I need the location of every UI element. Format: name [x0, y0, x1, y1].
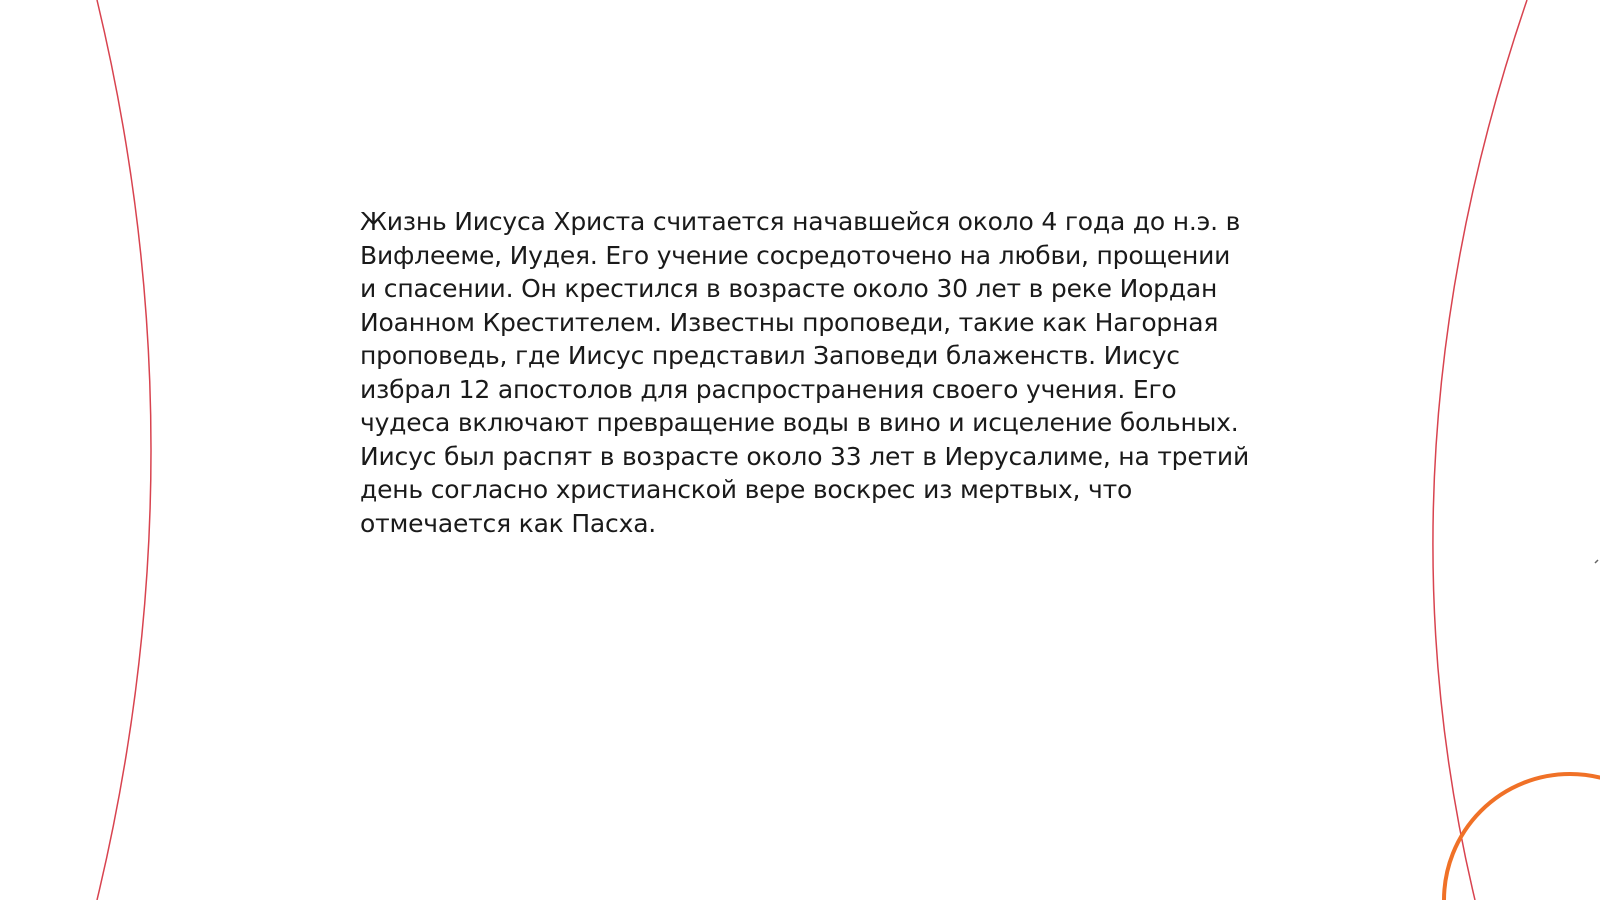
- small-arrow-mark: [1595, 560, 1598, 563]
- left-curve-line: [97, 0, 151, 900]
- slide-body-text: Жизнь Иисуса Христа считается начавшейся около 4 года до н.э. в Вифлееме, Иудея. Его учение сосредоточено на любви, прощении и спасении. Он крестился в возрасте около 30 лет в реке Иордан Иоанном Крестителем. Известны проповеди, такие как Нагорная проповедь, где Иисус представил Заповеди блаженств. Иисус избрал 12 апостолов для распространения своего учения. Его чудеса включают превращение воды в вино и исцеление больных. Иисус был распят в возрасте около 33 лет в Иерусалиме, на третий день согласно христианской вере воскрес из мертвых, что отмечается как Пасха.: [360, 207, 1249, 538]
- orange-ring-decoration: [1444, 774, 1600, 900]
- right-curve-line: [1433, 0, 1527, 900]
